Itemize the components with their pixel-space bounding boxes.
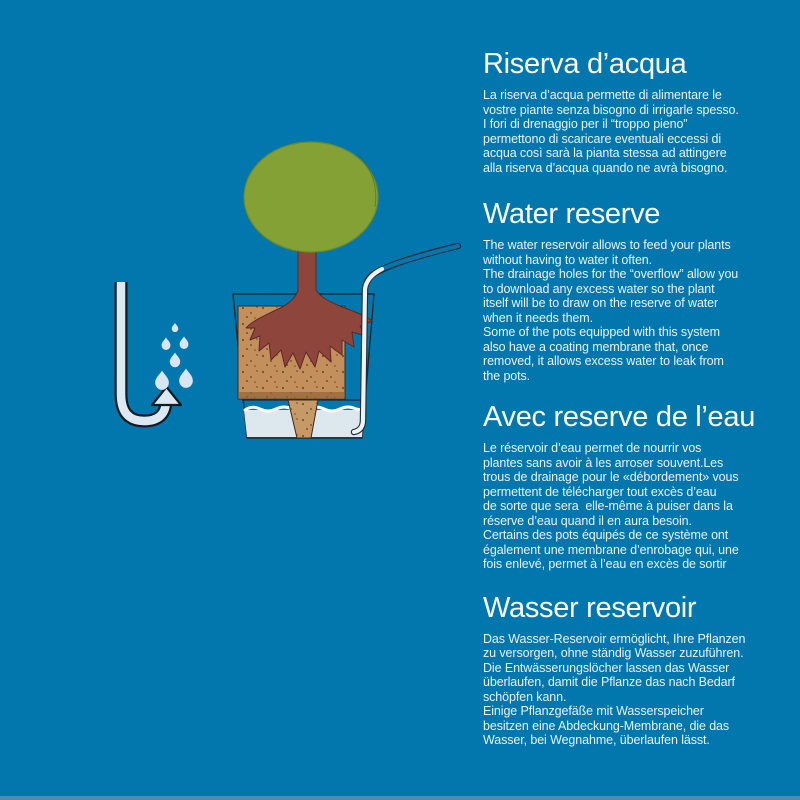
text-line: vostre piante senza bisogno di irrigarle spesso. <box>483 102 739 117</box>
section-german <box>483 593 773 748</box>
text-line: Wasser, bei Wegnahme, überlaufen lässt. <box>483 733 710 747</box>
section-body-french <box>483 441 773 572</box>
tree-canopy <box>244 142 378 252</box>
water-drop <box>172 323 179 332</box>
water-drop <box>162 338 171 350</box>
text-line: to download any excess water so the plant <box>483 281 715 296</box>
water-drop <box>155 371 169 390</box>
section-body-italian <box>483 88 773 175</box>
text-line: zu versorgen, ohne ständig Wasser zuzuführen. <box>483 646 744 660</box>
section-title-german: Wasser reservoir <box>483 591 697 624</box>
text-line: the pots. <box>483 368 531 383</box>
section-italian <box>483 49 773 175</box>
text-line: Some of the pots equipped with this system <box>483 325 720 339</box>
text-line: La riserva d’acqua permette di alimentare le <box>483 88 722 102</box>
water-drops <box>155 323 193 390</box>
text-line: The drainage holes for the “overflow” allow you <box>483 267 739 281</box>
section-english <box>483 199 773 383</box>
text-line: removed, it allows excess water to leak from <box>483 354 724 368</box>
text-line: plantes sans avoir à les arroser souvent.Les <box>483 455 724 470</box>
text-line: also have a coating membrane that, once <box>483 339 709 354</box>
text-line: de sorte que sera elle-même à puiser dans la <box>483 499 733 513</box>
up-arrow <box>152 387 181 405</box>
text-line: I fori di drenaggio per il “troppo pieno” <box>483 117 688 131</box>
text-line: fois enlevé, permet à l’eau en excès de sortir <box>483 557 727 571</box>
text-line: schöpfen kann. <box>483 689 567 704</box>
text-line: permettent de télécharger tout excès d’eau <box>483 484 717 499</box>
bottom-edge-strip <box>0 796 800 800</box>
text-line: acqua così sarà la pianta stessa ad attingere <box>483 146 727 160</box>
illustration-svg <box>100 130 470 460</box>
text-line: réserve d’eau quand il en aura besoin. <box>483 513 692 528</box>
text-line: alla riserva d’acqua quando ne avrà bisogno. <box>483 160 728 175</box>
section-title-italian: Riserva d’acqua <box>483 48 687 80</box>
text-line: Das Wasser-Reservoir ermöglicht, Ihre Pflanzen <box>483 631 746 646</box>
section-title-english: Water reserve <box>483 198 661 230</box>
section-french <box>483 402 773 572</box>
water-drop <box>180 337 189 349</box>
text-line: Einige Pflanzgefäße mit Wasserspeicher <box>483 704 704 718</box>
self-watering-pot-illustration <box>233 142 458 438</box>
text-line: überlaufen, damit die Pflanze das nach Bedarf <box>483 675 735 689</box>
text-line: Certains des pots équipés de ce système ont <box>483 528 729 542</box>
text-line: permettono di scaricare eventuali eccessi di <box>483 131 722 146</box>
text-line: Die Entwässerungslöcher lassen das Wasser <box>483 660 730 675</box>
text-line: The water reservoir allows to feed your plants <box>483 238 731 252</box>
section-body-german <box>483 632 773 748</box>
text-line: Le réservoir d’eau permet de nourrir vos <box>483 441 702 455</box>
water-drop <box>179 369 193 388</box>
section-body-english <box>483 238 773 383</box>
water-drop <box>170 353 180 368</box>
text-line: trous de drainage pour le «débordement» vous <box>483 470 739 484</box>
text-line: besitzen eine Abdeckung-Membrane, die das <box>483 718 730 733</box>
text-line: itself will be to draw on the reserve of water <box>483 296 719 310</box>
text-column <box>483 49 773 748</box>
text-line: without having to water it often. <box>483 252 653 267</box>
text-line: when it needs them. <box>483 310 593 325</box>
section-title-french: Avec reserve de l’eau <box>483 401 756 433</box>
recirculation-icon <box>121 282 193 421</box>
text-line: également une membrane d’enrobage qui, une <box>483 542 739 557</box>
